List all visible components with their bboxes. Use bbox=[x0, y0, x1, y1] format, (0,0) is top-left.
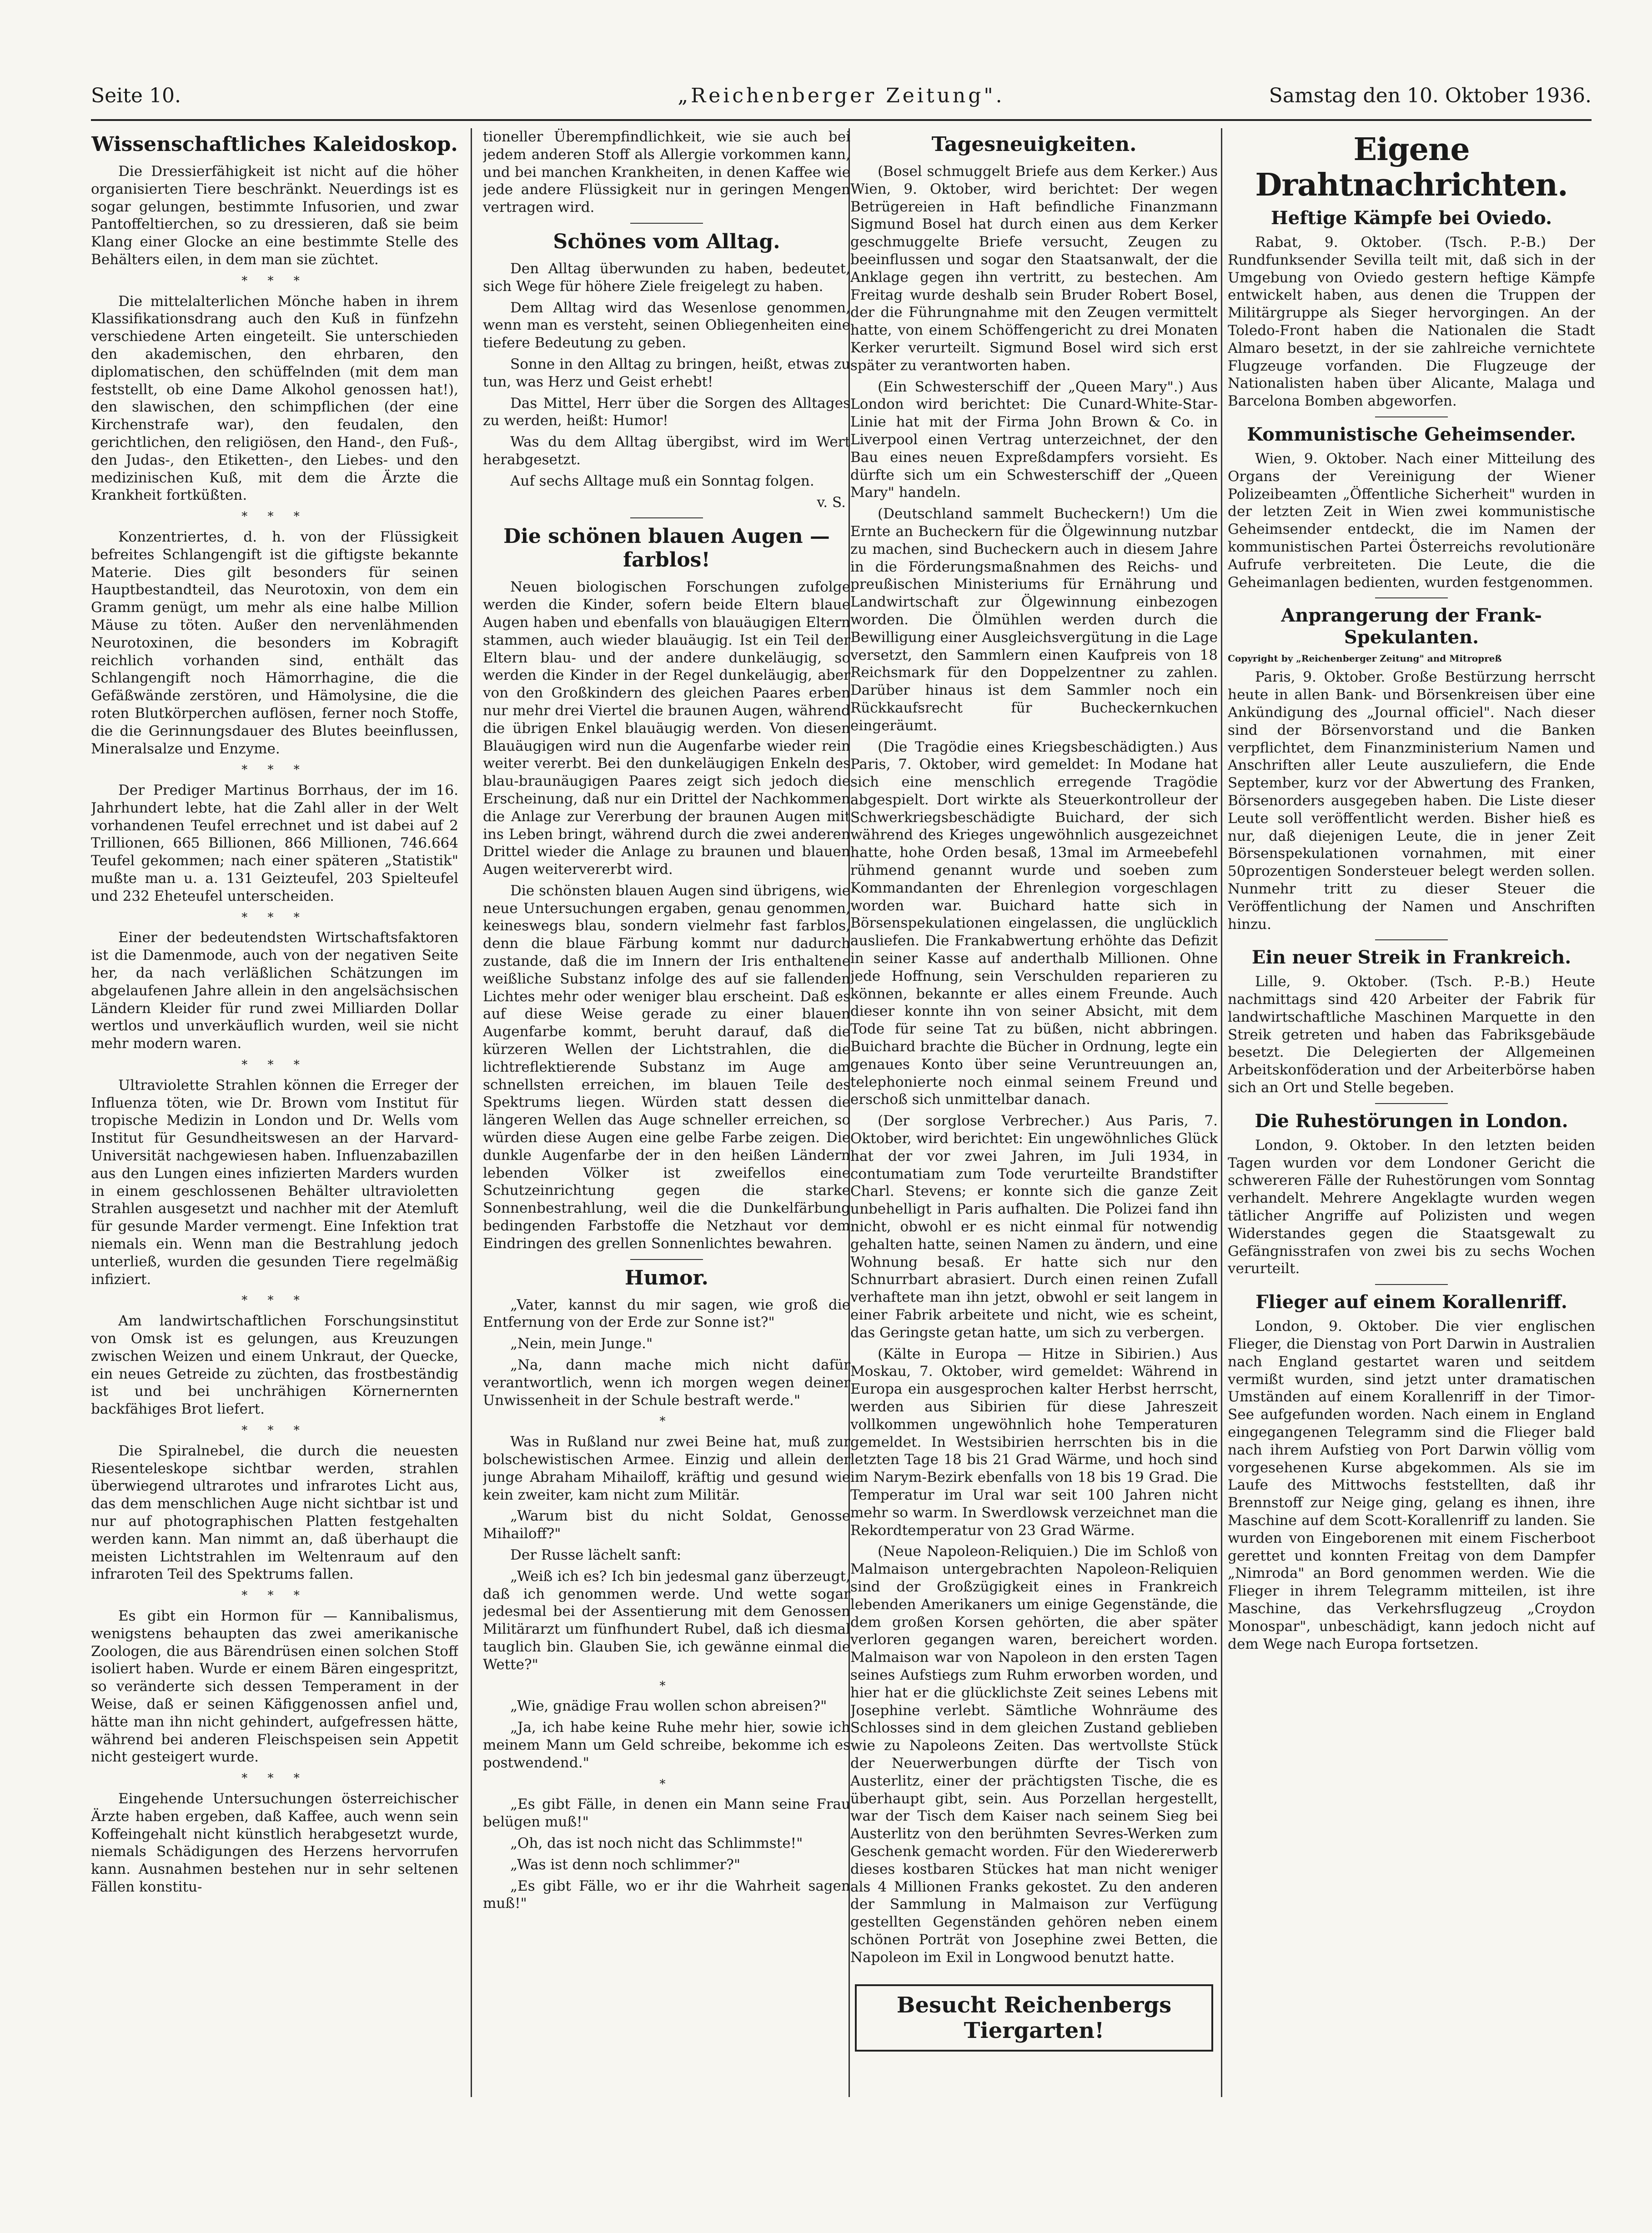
separator: * * * bbox=[241, 1771, 308, 1786]
paragraph: Das Mittel, Herr über die Sorgen des Alltages zu werden, heißt: Humor! bbox=[483, 395, 850, 429]
paragraph: (Kälte in Europa — Hitze in Sibirien.) Aus Moskau, 7. Oktober, wird gemeldet: Während in Europa ein ausgesprochen kalter Herbst herrscht, werden aus Sibirien für diese Jahreszeit vollkommen ungewöhnlich hohe Temperaturen gemeldet. In Westsibirien herrschten bis in die letzten Tage 18 bis 21 Grad Wärme, und hoch sind im Narym-Bezirk ebenfalls von 18 bis 19 Grad. Die Temperatur im Ural war seit 100 Jahren nicht mehr so warm. In Swerdlowsk verzeichnet man die Rekordtemperatur von 23 Grad Wärme. bbox=[850, 1345, 1218, 1539]
column-1 bbox=[91, 128, 458, 2097]
divider bbox=[630, 1259, 703, 1260]
advertisement: Besucht Reichenbergs Tiergarten! bbox=[855, 1984, 1213, 2052]
column-divider bbox=[471, 128, 472, 2097]
article-title: Tagesneuigkeiten. bbox=[931, 133, 1137, 156]
paragraph: Die schönsten blauen Augen sind übrigens, wie neue Untersuchungen ergaben, genau genommen, keineswegs blau, sondern vielmehr fast farblos, denn die blaue Färbung kommt nur dadurch zustande, daß die im Innern der Iris enthaltene weißliche Substanz infolge des auf sie fallenden Lichtes mehr oder weniger blau erscheint. Daß es auf diese Weise gerade zu einer blauen Augenfarbe kommt, beruht darauf, daß die kürzeren Wellen der Lichtstrahlen, die die lichtreflektierende Substanz im Auge am schnellsten erreichen, im blauen Teile des Spektrums liegen. Würden statt dessen die längeren Wellen das Auge schneller erreichen, so würden diese Augen eine gelbe Farbe zeigen. Die dunkle Augenfarbe der in den heißen Ländern lebenden Völker ist zweifellos eine Schutzeinrichtung gegen die starke Sonnenbestrahlung, weil die die Dunkelfärbung bedingenden Farbstoffe die Netzhaut vor dem Eindringen des grellen Sonnenlichtes bewahren. bbox=[483, 882, 850, 1252]
paragraph: Ultraviolette Strahlen können die Erreger der Influenza töten, wie Dr. Brown vom Institut für tropische Medizin in London und Dr. Wells vom Institut für Gesundheitswesen an der Harvard-Universität nachgewiesen haben. Influenzabazillen aus den Lungen eines infizierten Marders wurden in einem geschlossenen Behälter ultravioletten Strahlen ausgesetzt und nachher mit der Atemluft für gesunde Marder vermengt. Eine Infektion trat niemals ein. Wenn man die Bestrahlung jedoch unterließ, wurden die gesunden Tiere regelmäßig infiziert. bbox=[91, 1077, 458, 1288]
paragraph: Lille, 9. Oktober. (Tsch. P.-B.) Heute nachmittags sind 420 Arbeiter der Fabrik für landwirtschaftliche Maschinen Marquette in den Streik getreten und haben das Fabriksgebäude besetzt. Die Delegierten der Allgemeinen Arbeitskonföderation und der Arbeiterbörse haben sich an Ort und Stelle begeben. bbox=[1228, 973, 1595, 1096]
paragraph: Rabat, 9. Oktober. (Tsch. P.-B.) Der Rundfunksender Sevilla teilt mit, daß sich in der Umgebung von Oviedo gestern heftige Kämpfe entwickelt haben, aus denen die Truppen der Militärgruppe als Sieger hervorgingen. An der Toledo-Front haben die Nationalen die Stadt Almaro besetzt, in der sie zahlreiche vernichtete Flugzeuge vorfanden. Die Flugzeuge der Nationalisten haben über Alicante, Malaga und Barcelona Bomben abgeworfen. bbox=[1228, 234, 1595, 410]
header-rule bbox=[91, 119, 1592, 121]
article-title: Die schönen blauen Augen — farblos! bbox=[503, 525, 830, 572]
divider bbox=[1375, 1284, 1448, 1285]
divider bbox=[1375, 1103, 1448, 1104]
paragraph: Die Dressierfähigkeit ist nicht auf die höher organisierten Tiere beschränkt. Neuerdings ist es sogar gelungen, bestimmte Infusorien, und zwar Pantoffeltierchen, so zu dressieren, daß sie beim Klang einer Glocke an eine bestimmte Stelle des Behälters eilen, in dem man sie züchtet. bbox=[91, 163, 458, 268]
separator: * * * bbox=[241, 763, 308, 777]
paragraph: Wien, 9. Oktober. Nach einer Mitteilung des Organs der Vereinigung der Wiener Polizeibeamten „Öffentliche Sicherheit" wurden in der letzten Zeit in Wien zwei kommunistische Geheimsender entdeckt, die im Namen der kommunistischen Partei Österreichs revolutionäre Aufrufe verbreiteten. Die Leute, die die Geheimanlagen bedienten, wurden festgenommen. bbox=[1228, 450, 1595, 591]
divider bbox=[1375, 939, 1448, 940]
article-title: Anprangerung der Frank-Spekulanten. bbox=[1281, 605, 1542, 648]
article-title: Ein neuer Streik in Frankreich. bbox=[1251, 947, 1572, 968]
paragraph: „Vater, kannst du mir sagen, wie groß die Entfernung von der Erde zur Sonne ist?" bbox=[483, 1296, 850, 1331]
separator: * * * bbox=[241, 1589, 308, 1603]
paragraph: „Es gibt Fälle, wo er ihr die Wahrheit sagen muß!" bbox=[483, 1877, 850, 1912]
paragraph: Paris, 9. Oktober. Große Bestürzung herrscht heute in allen Bank- und Börsenkreisen über eine Ankündigung des „Journal officiel". Nach dieser sind der Börsenvorstand und die Banken verpflichtet, dem Finanzministerium Namen und Anschriften aller Leute auszuliefern, die Ende September, kurz vor der Abwertung des Franken, Börsenorders ausgegeben haben. Die Liste dieser Leute soll veröffentlicht werden. Bisher hieß es nur, daß diejenigen Leute, die in jener Zeit Börsenspekulationen vornahmen, mit einer 50prozentigen Sondersteuer belegt werden sollen. Nunmehr tritt zu dieser Steuer die Veröffentlichung der Namen und Anschriften hinzu. bbox=[1228, 669, 1595, 933]
separator: * * * bbox=[241, 510, 308, 524]
paragraph: London, 9. Oktober. Die vier englischen Flieger, die Dienstag von Port Darwin in Australien nach England gestartet waren und seitdem vermißt wurden, sind jetzt unter dramatischen Umständen auf einem Korallenriff in der Timor-See aufgefunden worden. Nach einem in England eingegangenen Telegramm sind die Flieger bald nach ihrem Aufstieg von Port Darwin völlig vom vorgesehenen Kurse abgekommen. Als sie im Laufe des Mittwochs feststellten, daß ihr Brennstoff zur Neige ging, gelang es ihnen, ihre Maschine auf dem Scott-Korallenriff zu landen. Sie wurden von Eingeborenen mit einem Fischerboot gerettet und konnten Freitag von dem Dampfer „Nimroda" an Bord genommen werden. Wie die Flieger in ihrem Telegramm mitteilen, ist ihre Maschine, das Verkehrsflugzeug „Croydon Monospar", unbeschädigt, kann jedoch nicht auf dem Wege nach Europa fortsetzen. bbox=[1228, 1318, 1595, 1652]
paragraph: Es gibt ein Hormon für — Kannibalismus, wenigstens behaupten das zwei amerikanische Zoologen, die aus Bärendrüsen einen solchen Stoff isoliert haben. Wurde er einem Bären eingespritzt, so veränderte sich dessen Temperament in der Weise, daß er seinen Käfiggenossen anfiel und, hätte man ihn nicht gehindert, aufgefressen hätte, während bei anderen Fleischspeisen sein Appetit nicht gesteigert wurde. bbox=[91, 1607, 458, 1766]
article-title: Wissenschaftliches Kaleidoskop. bbox=[91, 133, 458, 156]
paragraph: (Die Tragödie eines Kriegsbeschädigten.) Aus Paris, 7. Oktober, wird gemeldet: In Modane hat sich eine menschlich erregende Tragödie abgespielt. Dort wirkte als Steuerkontrolleur der Schwerkriegsbeschädigte Buichard, der sich während des Krieges ungewöhnlich ausgezeichnet hatte, hohe Orden besaß, 13mal im Armeebefehl rühmend genannt wurde und soeben zum Kommandanten der Ehrenlegion vorgeschlagen worden war. Buichard hatte sich in Börsenspekulationen eingelassen, die unglücklich ausliefen. Die Frankabwertung erhöhte das Defizit in seiner Kasse auf anderthalb Millionen. Ohne jede Hoffnung, sein Verschulden reparieren zu können, bekannte er alles einem Freunde. Auch dieser konnte ihn von seiner Absicht, mit dem Tode für seine Tat zu büßen, nicht abbringen. Buichard brachte die Bücher in Ordnung, legte ein genaues Konto über seine Veruntreuungen an, telephonierte noch einmal seinem Freund und erschoß sich unmittelbar danach. bbox=[850, 738, 1218, 1108]
paragraph: „Weiß ich es? Ich bin jedesmal ganz überzeugt, daß ich genommen werde. Und wette sogar jedesmal bei der Assentierung mit dem Genossen Militärarzt um fünfhundert Rubel, daß ich diesmal tauglich bin. Glauben Sie, ich gewänne einmal die Wette?" bbox=[483, 1568, 850, 1673]
separator: * bbox=[659, 1777, 674, 1791]
separator: * bbox=[659, 1415, 674, 1429]
paragraph: Neuen biologischen Forschungen zufolge werden die Kinder, sofern beide Eltern blaue Augen haben und ebenfalls von blauäugigen Eltern stammen, auch wieder blauäugig. Ist ein Teil der Eltern blau- und der andere dunkeläugig, so werden die Kinder in der Regel dunkeläugig, aber von den Großkindern des gleichen Paares erben nur mehr drei Viertel die braunen Augen, während die übrigen Enkel blauäugig werden. Von diesen Blauäugigen wird nun die Augenfarbe wieder rein weiter vererbt. Bei den dunkeläugigen Enkeln des blau-braunäugigen Paares zeigt sich jedoch die Erscheinung, daß nur ein Drittel der Nachkommen die Anlage zur Vererbung der braunen Augen mit ins Leben bringt, während durch die zwei anderen Drittel wieder die Anlage zu braunen und blauen Augen weitervererbt wird. bbox=[483, 579, 850, 878]
paragraph: tioneller Überempfindlichkeit, wie sie auch bei jedem anderen Stoff als Allergie vorkommen kann, und bei manchen Krankheiten, in denen Kaffee wie jede andere Flüssigkeit nur in geringen Mengen vertragen wird. bbox=[483, 129, 850, 216]
separator: * * * bbox=[241, 910, 308, 924]
paragraph: „Es gibt Fälle, in denen ein Mann seine Frau belügen muß!" bbox=[483, 1796, 850, 1831]
column-divider bbox=[1221, 128, 1222, 2097]
paragraph: „Nein, mein Junge." bbox=[510, 1335, 653, 1352]
divider bbox=[630, 517, 703, 518]
paragraph: Die mittelalterlichen Mönche haben in ihrem Klassifikationsdrang auch den Kuß in fünfzehn verschiedene Arten eingeteilt. Sie unterschieden den akademischen, den ehrbaren, den diplomatischen, den schüffelnden (mit dem man feststellt, ob eine Dame Alkohol genossen hat!), den slawischen, den schimpflichen (der eine Kirchenstrafe war), den feudalen, den gerichtlichen, den religiösen, den Hand-, den Fuß-, den Judas-, den Etiketten-, den Liebes- und den medizinischen Kuß, mit dem die Ärzte die Krankheit fortküßten. bbox=[91, 293, 458, 504]
article-title: Humor. bbox=[625, 1266, 708, 1290]
column-2 bbox=[483, 128, 850, 2097]
paragraph: Einer der bedeutendsten Wirtschaftsfaktoren ist die Damenmode, auch von der negativen Seite her, da nach verläßlichen Schätzungen im abgelaufenen Jahre allein in den angelsächsischen Ländern Kleider für rund zwei Milliarden Dollar wertlos und unverkäuflich wurden, weil sie nicht mehr modern waren. bbox=[91, 929, 458, 1052]
paragraph: „Wie, gnädige Frau wollen schon abreisen?" bbox=[510, 1698, 827, 1715]
column-3 bbox=[850, 128, 1218, 2097]
article-title: Die Ruhestörungen in London. bbox=[1255, 1110, 1568, 1132]
copyright-credit: Copyright by „Reichenberger Zeitung" and Mitropreß bbox=[1228, 653, 1502, 664]
paragraph: „Warum bist du nicht Soldat, Genosse Mihailoff?" bbox=[483, 1508, 850, 1542]
paragraph: (Deutschland sammelt Bucheckern!) Um die Ernte an Bucheckern für die Ölgewinnung nutzbar zu machen, sind Bucheckern auch in diesem Jahre in die Förderungsmaßnahmen des Reichs- und preußischen Ministeriums für Ernährung und Landwirtschaft zur Ölgewinnung einbezogen worden. Die Ölmühlen werden durch die Bewilligung einer Ausgleichsvergütung in die Lage versetzt, den Sammlern einen Kaufpreis von 18 Reichsmark für den Doppelzentner zu zahlen. Darüber hinaus ist dem Sammler noch ein Rückkaufsrecht für Bucheckernkuchen eingeräumt. bbox=[850, 506, 1218, 734]
paragraph: (Der sorglose Verbrecher.) Aus Paris, 7. Oktober, wird berichtet: Ein ungewöhnliches Glück hat der vor zwei Jahren, im Juli 1934, in contumatiam zum Tode verurteilte Brandstifter Charl. Stevens; er konnte sich die ganze Zeit unbehelligt in Paris aufhalten. Die Polizei fand ihn nicht, obwohl er es nicht einmal für notwendig gehalten hatte, seinen Namen zu ändern, und eine Wohnung besaß. Er hatte sich nur den Schnurrbart abrasiert. Durch einen reinen Zufall verhaftete man ihn jetzt, obwohl er seit langem in einer Fabrik arbeitete und nicht, wie es scheint, das Geringste getan hatte, um sich zu verbergen. bbox=[850, 1113, 1218, 1341]
paragraph: Was in Rußland nur zwei Beine hat, muß zur bolschewistischen Armee. Einzig und allein der junge Abraham Mihailoff, kräftig und gesund wie kein zweiter, kam nicht zum Militär. bbox=[483, 1434, 850, 1503]
paragraph: Was du dem Alltag übergibst, wird im Wert herabgesetzt. bbox=[483, 434, 850, 468]
paragraph: Dem Alltag wird das Wesenlose genommen, wenn man es versteht, seinen Obliegenheiten eine tiefere Bedeutung zu geben. bbox=[483, 299, 850, 351]
issue-date: Samstag den 10. Oktober 1936. bbox=[1269, 84, 1592, 107]
separator: * * * bbox=[241, 1294, 308, 1308]
paragraph: Eingehende Untersuchungen österreichischer Ärzte haben ergeben, daß Kaffee, auch wenn sein Koffeingehalt nicht künstlich herabgesetzt wurde, niemals Schädigungen des Herzens hervorrufen kann. Ausnahmen bestehen nur in sehr seltenen Fällen konstitu- bbox=[91, 1790, 458, 1895]
separator: * * * bbox=[241, 274, 308, 288]
paragraph: „Was ist denn noch schlimmer?" bbox=[510, 1856, 741, 1873]
paragraph: „Na, dann mache mich nicht dafür verantwortlich, wenn ich morgen wegen deiner Unwissenheit in der Schule bestraft werde." bbox=[483, 1357, 850, 1409]
paragraph: Die Spiralnebel, die durch die neuesten Riesenteleskope sichtbar werden, strahlen überwiegend ultrarotes und infrarotes Licht aus, das dem menschlichen Auge nicht sichtbar ist und nur auf photographischen Platten festgehalten werden kann. Man nimmt an, daß überhaupt die meisten Lichtstrahlen im Weltenraum auf den infraroten Teil des Spektrums fallen. bbox=[91, 1442, 458, 1583]
paragraph: Sonne in den Alltag zu bringen, heißt, etwas zu tun, was Herz und Geist erhebt! bbox=[483, 356, 850, 390]
paragraph: (Neue Napoleon-Reliquien.) Die im Schloß von Malmaison untergebrachten Napoleon-Reliquien sind der Großzügigkeit eines in Frankreich lebenden Amerikaners um einige Gegenstände, die dem großen Korsen gehörten, die aber später verloren gegangen waren, bereichert worden. Malmaison war von Napoleon in den ersten Tagen seines Aufstiegs zum Ruhm erworben worden, und hier hat er die glücklichste Zeit seines Lebens mit Josephine verlebt. Sämtliche Wohnräume des Schlosses sind in dem gleichen Zustand geblieben wie zu Napoleons Zeiten. Das wertvollste Stück der Neuerwerbungen dürfte der Tisch von Austerlitz, einer der prächtigsten Tische, die es überhaupt gibt, sein. Aus Porzellan hergestellt, war der Tisch dem Kaiser nach seinem Sieg bei Austerlitz von den berühmten Sevres-Werken zum Geschenk gemacht worden. Für den Wiedererwerb dieses kostbaren Stückes hat man nicht weniger als 4 Millionen Franks gekostet. Zu den anderen der Sammlung in Malmaison zur Verfügung gestellten Gegenständen gehören neben einem schönen Porträt von Josephine zwei Betten, die Napoleon im Exil in Longwood benutzt hatte. bbox=[850, 1543, 1218, 1966]
newspaper-name: „Reichenberger Zeitung". bbox=[678, 84, 1005, 107]
section-title: Eigene Drahtnachrichten. bbox=[1255, 131, 1568, 203]
paragraph: Am landwirtschaftlichen Forschungsinstitut von Omsk ist es gelungen, aus Kreuzungen zwischen Weizen und einem Unkraut, der Quecke, ein neues Getreide zu züchten, das frostbeständig ist und bei unchrähigen Körnernernten backfähiges Brot liefert. bbox=[91, 1313, 458, 1418]
paragraph: „Ja, ich habe keine Ruhe mehr hier, sowie ich meinem Mann um Geld schreibe, bekomme ich es postwendend." bbox=[483, 1719, 850, 1771]
paragraph: (Ein Schwesterschiff der „Queen Mary".) Aus London wird berichtet: Die Cunard-White-Star-Linie hat mit der Firma John Brown & Co. in Liverpool einen Vertrag unterzeichnet, der den Bau eines neuen Expreßdampfers vorsieht. Es dürfte sich um ein Schwesterschiff der „Queen Mary" handeln. bbox=[850, 378, 1218, 501]
separator: * bbox=[659, 1679, 674, 1693]
paragraph: „Oh, das ist noch nicht das Schlimmste!" bbox=[510, 1835, 803, 1852]
signature: v. S. bbox=[817, 494, 846, 511]
page-number: Seite 10. bbox=[91, 84, 181, 107]
divider bbox=[630, 223, 703, 224]
paragraph: Der Russe lächelt sanft: bbox=[510, 1546, 682, 1563]
page-header bbox=[91, 84, 1592, 120]
divider bbox=[1375, 597, 1448, 598]
paragraph: Der Prediger Martinus Borrhaus, der im 16. Jahrhundert lebte, hat die Zahl aller in der Welt vorhandenen Teufel errechnet und ist dabei auf 2 Trillionen, 665 Billionen, 866 Millionen, 746.664 Teufel gekommen; nach einer späteren „Statistik" mußte man u. a. 131 Geizteufel, 203 Spielteufel und 232 Eheteufel unterscheiden. bbox=[91, 782, 458, 904]
paragraph: Den Alltag überwunden zu haben, bedeutet, sich Wege für höhere Ziele freigelegt zu haben. bbox=[483, 260, 850, 295]
article-title: Kommunistische Geheimsender. bbox=[1247, 423, 1576, 445]
paragraph: (Bosel schmuggelt Briefe aus dem Kerker.) Aus Wien, 9. Oktober, wird berichtet: Der wegen Betrügereien in Haft befindliche Finanzmann Sigmund Bosel hat durch einen aus dem Kerker geschmuggelte Briefe versucht, Zeugen zu beeinflussen und sogar den Staatsanwalt, der die Anklage gegen ihn vertritt, zu bestechen. Am Freitag wurde deshalb sein Bruder Robert Bosel, der die Führungnahme mit den Zeugen vermittelt hatte, von einem Schöffengericht zu drei Monaten Kerker verurteilt. Sigmund Bosel wird sich erst später zu verantworten haben. bbox=[850, 163, 1218, 374]
divider bbox=[1375, 416, 1448, 417]
paragraph: Konzentriertes, d. h. von der Flüssigkeit befreites Schlangengift ist die giftigste bekannte Materie. Dies gilt besonders für seinen Hauptbestandteil, das Neurotoxin, von dem ein Gramm genügt, um mehr als eine halbe Million Mäuse zu töten. Außer den nervenlähmenden Neurotoxinen, die besonders im Kobragift reichlich vorhanden sind, enthält das Schlangengift noch Hämorrhagine, die die Gefäßwände zerstören, und Hämolysine, die die roten Blutkörperchen auflösen, ferner noch Stoffe, die die Gerinnungsdauer des Blutes beeinflussen, Mineralsalze und Enzyme. bbox=[91, 528, 458, 757]
paragraph: Auf sechs Alltage muß ein Sonntag folgen. bbox=[510, 472, 814, 489]
column-4 bbox=[1228, 128, 1595, 2097]
paragraph: London, 9. Oktober. In den letzten beiden Tagen wurden vor dem Londoner Gericht die schwereren Fälle der Ruhestörungen vom Sonntag verhandelt. Mehrere Angeklagte wurden wegen tätlicher Angriffe auf Polizisten und wegen Widerstandes gegen die Staatsgewalt zu Gefängnisstrafen von zwei bis zu sechs Wochen verurteilt. bbox=[1228, 1137, 1595, 1277]
separator: * * * bbox=[241, 1058, 308, 1072]
article-title: Heftige Kämpfe bei Oviedo. bbox=[1270, 207, 1552, 229]
article-title: Schönes vom Alltag. bbox=[553, 230, 780, 253]
article-title: Flieger auf einem Korallenriff. bbox=[1255, 1291, 1567, 1313]
separator: * * * bbox=[241, 1423, 308, 1437]
